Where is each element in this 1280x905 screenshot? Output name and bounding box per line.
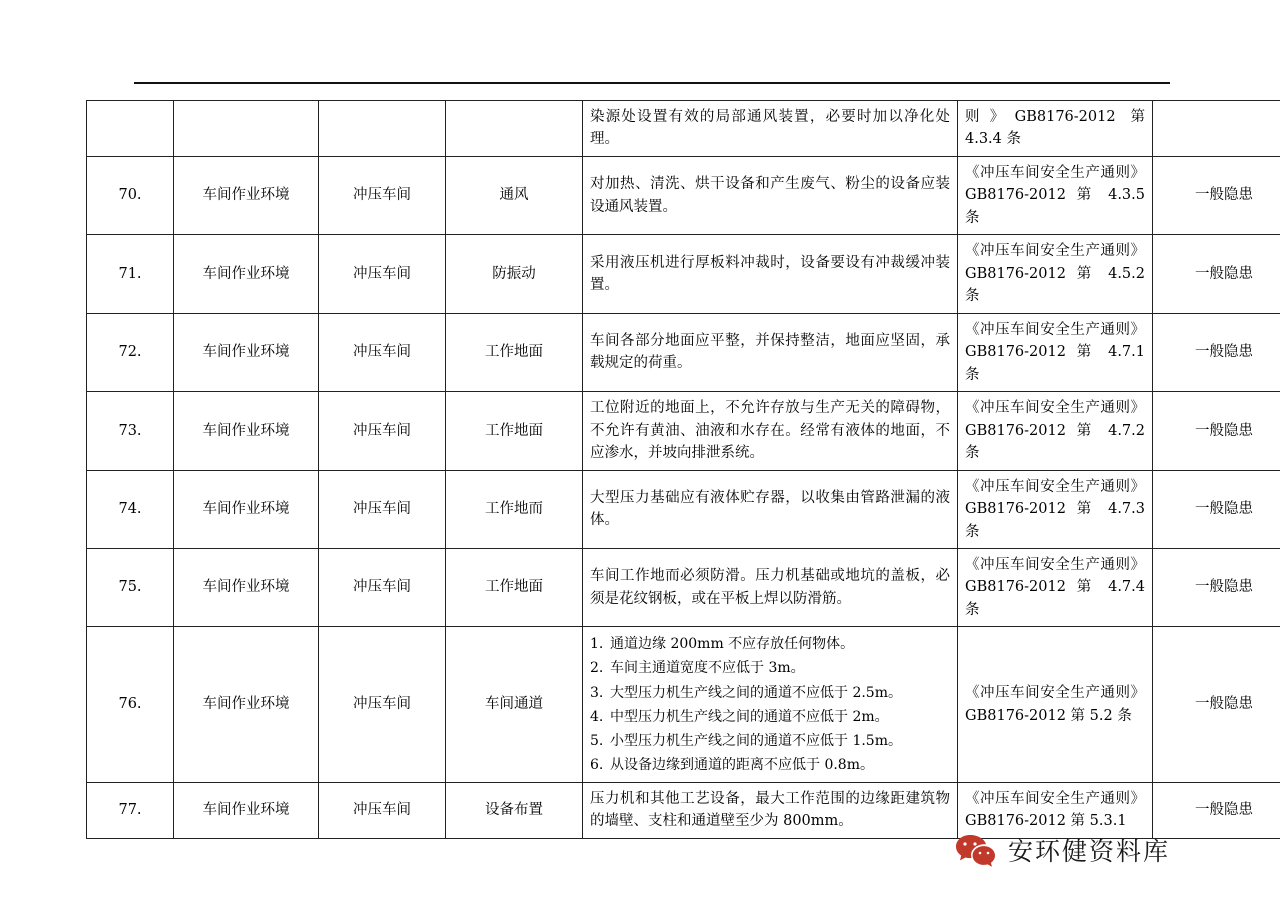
wechat-official-account-icon bbox=[952, 827, 998, 873]
list-item bbox=[590, 729, 950, 753]
cell-ref: 《冲压车间安全生产通则》GB8176-2012 第 4.7.1 条 bbox=[958, 313, 1153, 391]
cell-shop: 冲压车间 bbox=[319, 782, 446, 838]
cell-shop: 冲压车间 bbox=[319, 627, 446, 782]
list-item bbox=[590, 753, 950, 777]
cell-num: 70. bbox=[87, 156, 174, 234]
list-index: 6. bbox=[590, 756, 604, 773]
inspection-table bbox=[86, 100, 1280, 839]
table-row bbox=[87, 470, 1280, 548]
cell-ref: 《冲压车间安全生产通则》GB8176-2012 第 4.3.5 条 bbox=[958, 156, 1153, 234]
list-item-text: 小型压力机生产线之间的通道不应低于 1.5m。 bbox=[610, 732, 902, 749]
cell-item: 通风 bbox=[446, 156, 583, 234]
cell-shop bbox=[319, 101, 446, 157]
cell-area: 车间作业环境 bbox=[174, 782, 319, 838]
list-index: 5. bbox=[590, 732, 604, 749]
cell-desc: 对加热、清洗、烘干设备和产生废气、粉尘的设备应装设通风装置。 bbox=[583, 156, 958, 234]
cell-shop: 冲压车间 bbox=[319, 548, 446, 626]
table-row bbox=[87, 156, 1280, 234]
table-row bbox=[87, 627, 1280, 782]
cell-num: 71. bbox=[87, 235, 174, 313]
cell-area: 车间作业环境 bbox=[174, 235, 319, 313]
watermark-label: 安环健资料库 bbox=[1008, 837, 1171, 866]
cell-item: 工作地面 bbox=[446, 313, 583, 391]
table-row bbox=[87, 548, 1280, 626]
cell-num: 77. bbox=[87, 782, 174, 838]
list-index: 3. bbox=[590, 684, 604, 701]
cell-ref: 《冲压车间安全生产通则》GB8176-2012 第 4.7.2 条 bbox=[958, 392, 1153, 470]
cell-area bbox=[174, 101, 319, 157]
cell-area: 车间作业环境 bbox=[174, 156, 319, 234]
cell-shop: 冲压车间 bbox=[319, 470, 446, 548]
inspection-table-wrapper bbox=[86, 100, 1253, 839]
cell-ref: 则》GB8176-2012 第 4.3.4 条 bbox=[958, 101, 1153, 157]
cell-area: 车间作业环境 bbox=[174, 313, 319, 391]
list-index: 1. bbox=[590, 636, 604, 653]
cell-desc: 大型压力基础应有液体贮存器，以收集由管路泄漏的液体。 bbox=[583, 470, 958, 548]
cell-item: 设备布置 bbox=[446, 782, 583, 838]
list-item-text: 中型压力机生产线之间的通道不应低于 2m。 bbox=[610, 708, 889, 725]
list-item bbox=[590, 656, 950, 680]
cell-item: 工作地而 bbox=[446, 470, 583, 548]
table-row bbox=[87, 392, 1280, 470]
cell-level bbox=[1153, 101, 1280, 157]
cell-num: 73. bbox=[87, 392, 174, 470]
cell-ref: 《冲压车间安全生产通则》GB8176-2012 第 4.5.2 条 bbox=[958, 235, 1153, 313]
table-row bbox=[87, 313, 1280, 391]
cell-level: 一般隐患 bbox=[1153, 627, 1280, 782]
cell-item: 工作地面 bbox=[446, 392, 583, 470]
cell-level: 一般隐患 bbox=[1153, 313, 1280, 391]
header-rule bbox=[134, 82, 1170, 84]
cell-shop: 冲压车间 bbox=[319, 156, 446, 234]
cell-area: 车间作业环境 bbox=[174, 627, 319, 782]
list-item bbox=[590, 705, 950, 729]
cell-desc: 染源处设置有效的局部通风装置，必要时加以净化处理。 bbox=[583, 101, 958, 157]
cell-item: 工作地面 bbox=[446, 548, 583, 626]
cell-desc: 采用液压机进行厚板料冲裁时，设备要设有冲裁缓冲装置。 bbox=[583, 235, 958, 313]
cell-num: 75. bbox=[87, 548, 174, 626]
cell-ref: 《冲压车间安全生产通则》GB8176-2012 第 5.3.1 bbox=[958, 782, 1153, 838]
table-row bbox=[87, 235, 1280, 313]
cell-desc: 车间各部分地面应平整，并保持整洁，地面应坚固，承载规定的荷重。 bbox=[583, 313, 958, 391]
watermark bbox=[952, 824, 1198, 876]
cell-shop: 冲压车间 bbox=[319, 313, 446, 391]
cell-shop: 冲压车间 bbox=[319, 392, 446, 470]
cell-desc-list bbox=[583, 627, 958, 782]
cell-ref: 《冲压车间安全生产通则》GB8176-2012 第 4.7.4 条 bbox=[958, 548, 1153, 626]
cell-ref: 《冲压车间安全生产通则》GB8176-2012 第 4.7.3 条 bbox=[958, 470, 1153, 548]
cell-area: 车间作业环境 bbox=[174, 470, 319, 548]
list-item-text: 从设备边缘到通道的距离不应低于 0.8m。 bbox=[610, 756, 874, 773]
cell-desc: 压力机和其他工艺设备，最大工作范围的边缘距建筑物的墙壁、支柱和通道壁至少为 800mm。 bbox=[583, 782, 958, 838]
cell-level: 一般隐患 bbox=[1153, 548, 1280, 626]
list-item bbox=[590, 681, 950, 705]
list-index: 4. bbox=[590, 708, 604, 725]
cell-level: 一般隐患 bbox=[1153, 470, 1280, 548]
list-index: 2. bbox=[590, 660, 604, 677]
cell-item: 防振动 bbox=[446, 235, 583, 313]
table-row bbox=[87, 101, 1280, 157]
cell-shop: 冲压车间 bbox=[319, 235, 446, 313]
cell-num: 72. bbox=[87, 313, 174, 391]
cell-num bbox=[87, 101, 174, 157]
cell-area: 车间作业环境 bbox=[174, 392, 319, 470]
list-item bbox=[590, 632, 950, 656]
cell-num: 74. bbox=[87, 470, 174, 548]
list-item-text: 大型压力机生产线之间的通道不应低于 2.5m。 bbox=[610, 684, 902, 701]
cell-level: 一般隐患 bbox=[1153, 392, 1280, 470]
cell-level: 一般隐患 bbox=[1153, 235, 1280, 313]
list-item-text: 车间主通道宽度不应低于 3m。 bbox=[610, 660, 805, 677]
cell-area: 车间作业环境 bbox=[174, 548, 319, 626]
cell-desc: 工位附近的地面上，不允许存放与生产无关的障碍物，不允许有黄油、油液和水存在。经常有液体的地面，不应渗水，并坡向排泄系统。 bbox=[583, 392, 958, 470]
cell-item: 车间通道 bbox=[446, 627, 583, 782]
cell-item bbox=[446, 101, 583, 157]
cell-num: 76. bbox=[87, 627, 174, 782]
list-item-text: 通道边缘 200mm 不应存放任何物体。 bbox=[610, 636, 855, 653]
cell-ref: 《冲压车间安全生产通则》GB8176-2012 第 5.2 条 bbox=[958, 627, 1153, 782]
cell-desc: 车间工作地而必须防滑。压力机基础或地坑的盖板，必须是花纹钢板，或在平板上焊以防滑筋。 bbox=[583, 548, 958, 626]
cell-level: 一般隐患 bbox=[1153, 156, 1280, 234]
cell-level: 一般隐患 bbox=[1153, 782, 1280, 838]
